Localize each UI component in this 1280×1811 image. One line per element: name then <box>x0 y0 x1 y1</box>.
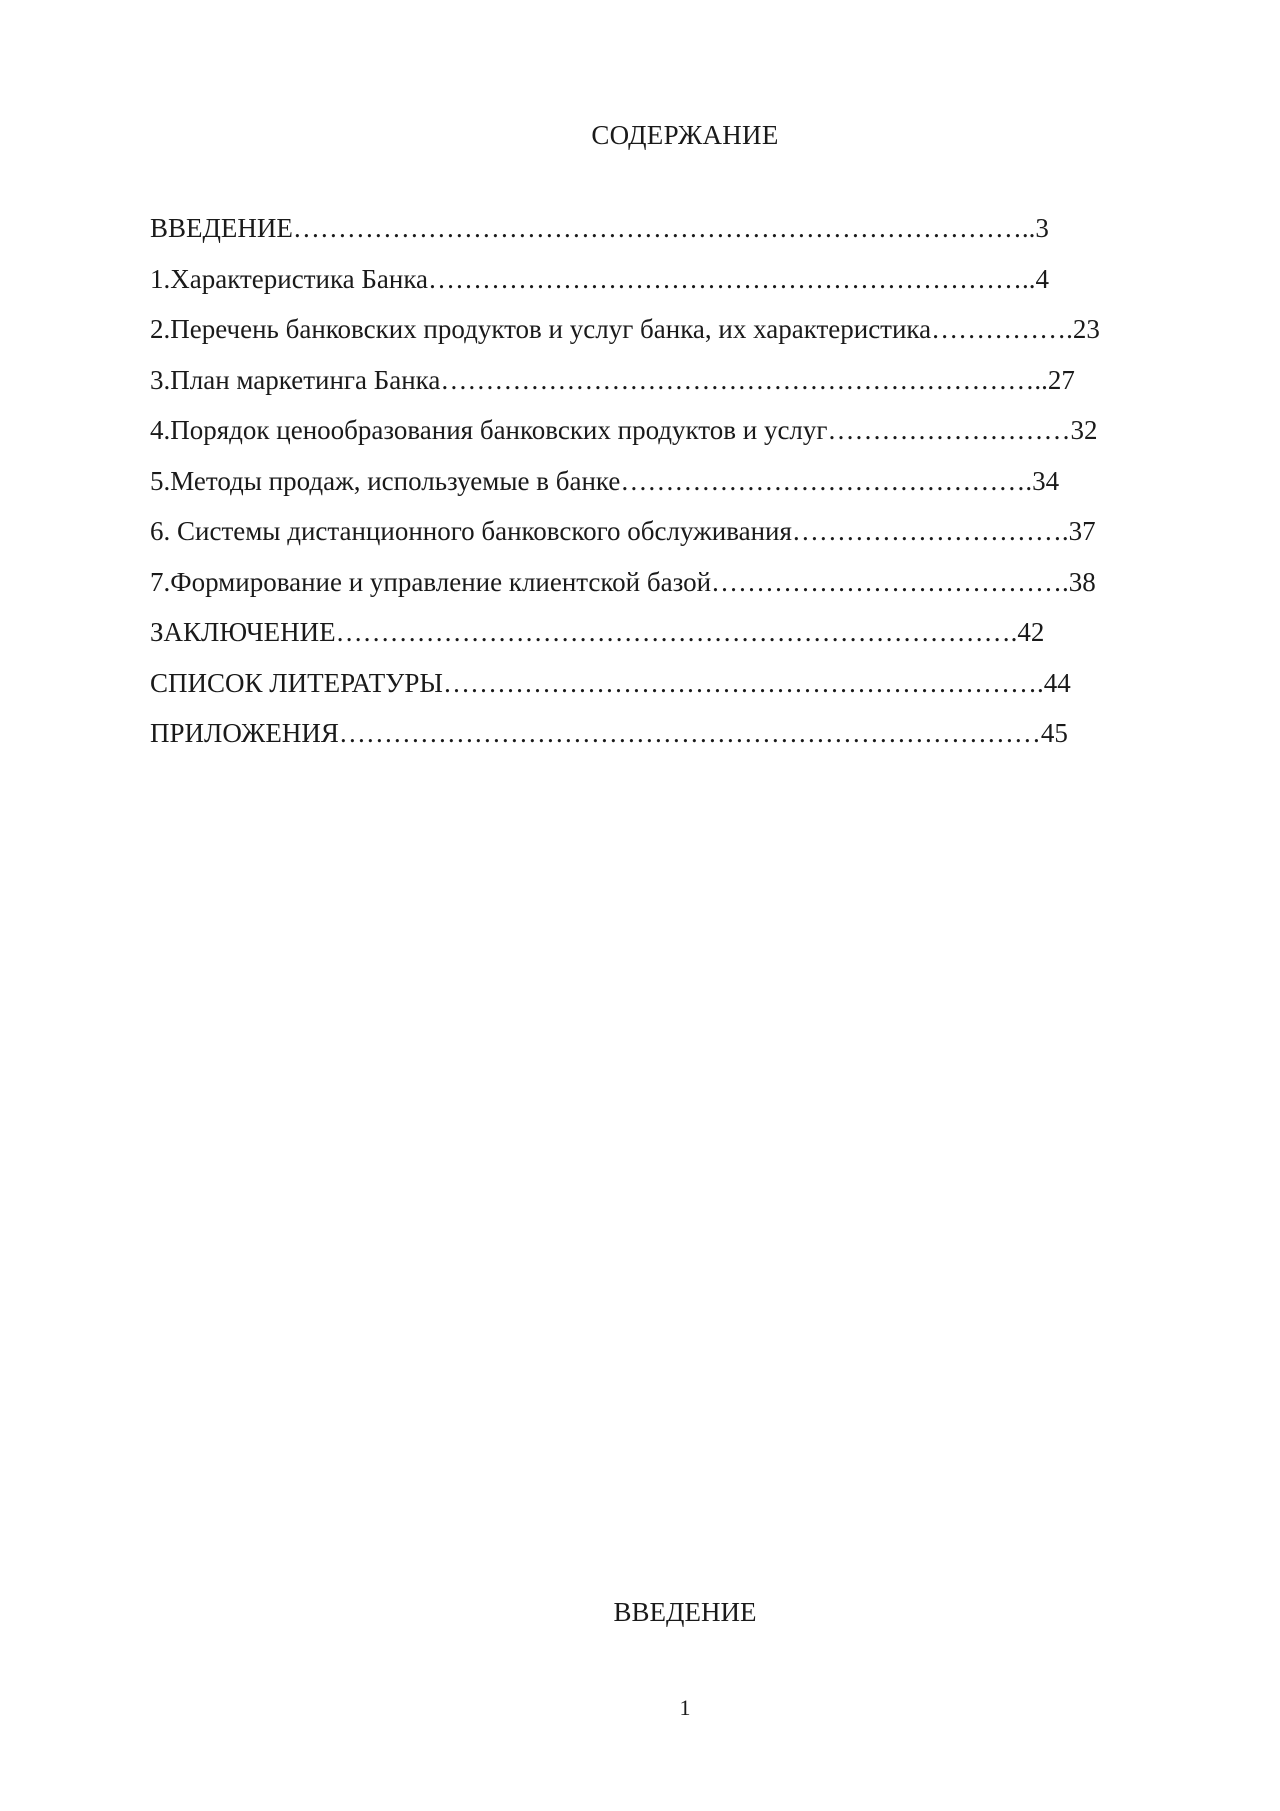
toc-entry-page: 34 <box>1032 465 1060 496</box>
toc-entry-label: СПИСОК ЛИТЕРАТУРЫ <box>150 667 443 698</box>
toc-entry-label: ПРИЛОЖЕНИЯ <box>150 718 339 748</box>
toc-entry <box>150 557 1100 608</box>
toc-entry-page: 27 <box>1047 364 1075 395</box>
toc-entry-leader: …………………………………. <box>711 566 1069 597</box>
toc-entry-leader: ……………………………………………………………………….. <box>292 213 1036 243</box>
toc-entry <box>150 355 1100 406</box>
toc-entry-leader: ………………………………………………………….. <box>428 263 1036 294</box>
toc-entry-leader: ……………. <box>931 314 1073 344</box>
toc-entry-page: 3 <box>1035 213 1049 243</box>
toc-entry <box>150 456 1100 507</box>
page-number: 1 <box>679 1695 691 1720</box>
toc-entry-label: ЗАКЛЮЧЕНИЕ <box>150 617 336 647</box>
toc-entry-page: 38 <box>1068 566 1096 597</box>
section-heading: ВВЕДЕНИЕ <box>613 1597 757 1627</box>
toc-entry <box>150 405 1100 456</box>
toc-entry-page: 23 <box>1072 314 1100 344</box>
toc-entry-page: 4 <box>1035 263 1050 294</box>
toc-entry-leader: …………………………. <box>791 516 1069 546</box>
toc-entry-leader: ………………………………………………………….. <box>440 364 1048 395</box>
toc-entry-label: 6. Системы дистанционного банковского обслуживания <box>150 516 792 546</box>
toc-entry <box>150 203 1100 254</box>
toc-entry <box>150 254 1100 305</box>
toc-entry-leader: …………………………………………………………………. <box>335 617 1018 647</box>
toc-entry-page: 37 <box>1068 516 1096 546</box>
toc-entry-label: 2.Перечень банковских продуктов и услуг банка, их характеристика <box>150 314 932 344</box>
toc-entry-page: 32 <box>1070 415 1098 445</box>
toc-title: СОДЕРЖАНИЕ <box>591 120 779 150</box>
toc-entry-page: 42 <box>1017 617 1045 647</box>
toc-entry-label: ВВЕДЕНИЕ <box>150 213 293 243</box>
toc-entry-page: 45 <box>1040 718 1068 748</box>
toc-entry <box>150 658 1100 709</box>
toc-entry-leader: …………………………………………………………………… <box>338 718 1041 748</box>
toc-entry <box>150 506 1100 557</box>
toc-entry-label: 3.План маркетинга Банка <box>150 364 441 395</box>
toc-entry-page: 44 <box>1043 667 1071 698</box>
toc-entry-leader: ……………………… <box>827 415 1071 445</box>
toc-entry-label: 4.Порядок ценообразования банковских продуктов и услуг <box>150 415 828 445</box>
toc-entry-label: 7.Формирование и управление клиентской базой <box>150 566 712 597</box>
toc-entry-leader: …………………………………………………………. <box>442 667 1044 698</box>
toc-entry-label: 5.Методы продаж, используемые в банке <box>150 465 621 496</box>
toc-entry <box>150 304 1100 355</box>
toc-entry <box>150 708 1100 759</box>
toc-entry <box>150 607 1100 658</box>
toc-entry-label: 1.Характеристика Банка <box>150 263 429 294</box>
table-of-contents <box>150 203 1100 759</box>
toc-entry-leader: ………………………………………. <box>620 465 1033 496</box>
